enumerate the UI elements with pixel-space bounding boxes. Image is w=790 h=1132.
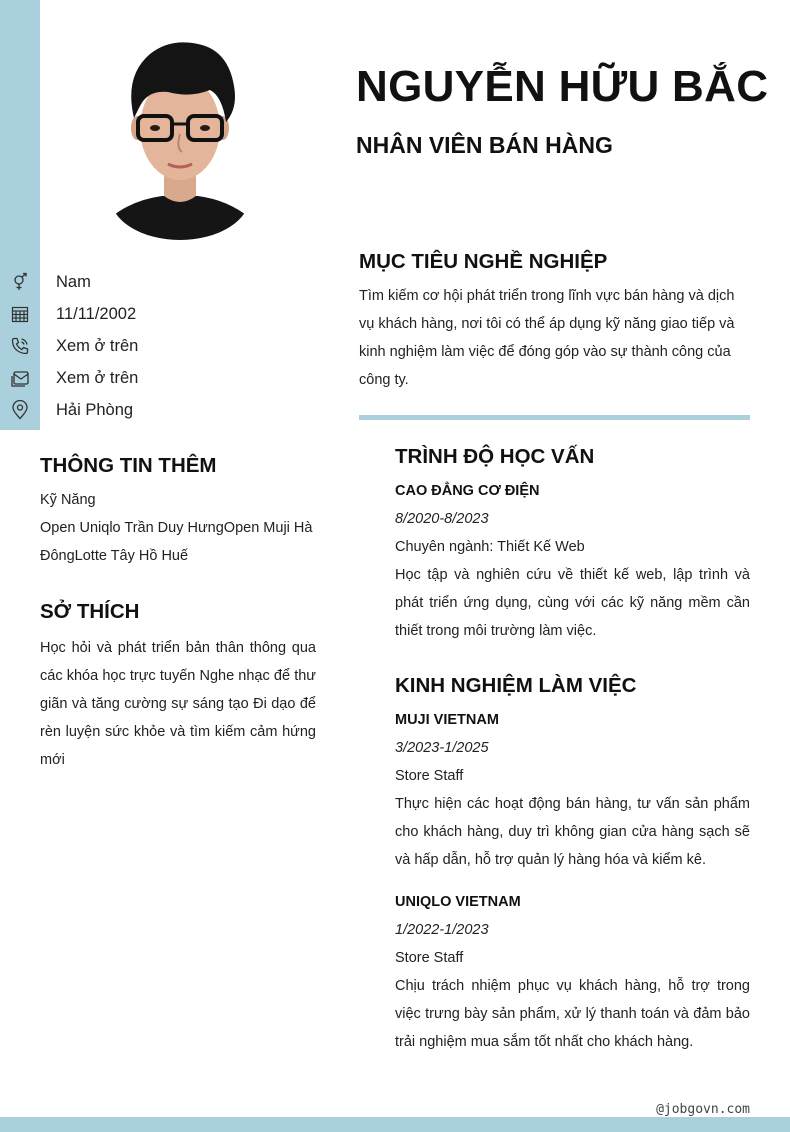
extra-info-heading: THÔNG TIN THÊM	[40, 454, 217, 477]
birthday-value: 11/11/2002	[56, 304, 137, 323]
extra-info-section	[40, 454, 316, 570]
career-objective-text: Tìm kiếm cơ hội phát triển trong lĩnh vực bán hàng và dịch vụ khách hàng, nơi tôi có thể áp dụng kỹ năng giao tiếp và kinh nghiệm làm việc để đóng góp vào sự thành công của công ty.	[359, 288, 735, 388]
job-entry	[395, 706, 750, 874]
career-objective-heading: MỤC TIÊU NGHỀ NGHIỆP	[359, 250, 608, 273]
hobbies-text: Học hỏi và phát triển bản thân thông qua các khóa học trực tuyến Nghe nhạc để thư giãn và tăng cường sự sáng tạo Đi dạo để rèn luyện sức khỏe và tìm kiếm cảm hứng mới	[40, 640, 316, 768]
job-position: Store Staff	[395, 768, 464, 784]
mail-icon	[0, 362, 40, 394]
company-name: MUJI VIETNAM	[395, 712, 499, 728]
location-icon	[0, 394, 40, 426]
job-period: 1/2022-1/2023	[395, 922, 489, 938]
watermark-link[interactable]: @jobgovn.com	[656, 1102, 750, 1117]
education-description: Học tập và nghiên cứu về thiết kế web, lập trình và phát triển ứng dụng, cùng với các kỹ năng mềm cần thiết trong môi trường làm việc.	[395, 567, 750, 639]
info-row-birthday	[0, 298, 330, 330]
education-section	[395, 445, 750, 645]
school-name: CAO ĐẲNG CƠ ĐIỆN	[395, 483, 540, 499]
info-row-phone	[0, 330, 330, 362]
education-heading: TRÌNH ĐỘ HỌC VẤN	[395, 445, 595, 468]
company-name: UNIQLO VIETNAM	[395, 894, 521, 910]
info-row-email	[0, 362, 330, 394]
job-position: Store Staff	[395, 950, 464, 966]
education-major: Chuyên ngành: Thiết Kế Web	[395, 539, 585, 555]
work-experience-heading: KINH NGHIỆM LÀM VIỆC	[395, 674, 637, 697]
personal-info-list	[0, 266, 330, 426]
calendar-icon	[0, 298, 40, 330]
avatar	[110, 36, 250, 240]
email-value: Xem ở trên	[56, 368, 139, 387]
footer-accent-bar	[0, 1117, 790, 1132]
career-objective-section	[359, 250, 750, 394]
hobbies-heading: SỞ THÍCH	[40, 600, 140, 623]
phone-value: Xem ở trên	[56, 336, 139, 355]
profile-photo	[110, 36, 250, 240]
info-row-gender	[0, 266, 330, 298]
skills-label: Kỹ Năng	[40, 492, 96, 508]
work-experience-section	[395, 674, 750, 1056]
hobbies-section	[40, 600, 316, 774]
job-description: Thực hiện các hoạt động bán hàng, tư vấn sản phẩm cho khách hàng, duy trì không gian cửa hàng sạch sẽ và hấp dẫn, hỗ trợ quản lý hàng hóa và kiểm kê.	[395, 796, 750, 868]
info-row-location	[0, 394, 330, 426]
gender-icon	[0, 266, 40, 298]
job-entry	[395, 888, 750, 1056]
gender-value: Nam	[56, 272, 91, 291]
location-value: Hải Phòng	[56, 400, 134, 419]
phone-icon	[0, 330, 40, 362]
extra-info-text: Open Uniqlo Trần Duy HưngOpen Muji Hà ĐôngLotte Tây Hồ Huế	[40, 520, 313, 564]
candidate-name: NGUYỄN HỮU BẮC	[356, 62, 769, 111]
job-period: 3/2023-1/2025	[395, 740, 489, 756]
job-description: Chịu trách nhiệm phục vụ khách hàng, hỗ trợ trong việc trưng bày sản phẩm, xử lý thanh toán và đảm bảo trải nghiệm mua sắm tốt nhất cho khách hàng.	[395, 978, 750, 1050]
education-period: 8/2020-8/2023	[395, 511, 489, 527]
section-divider	[359, 415, 750, 420]
job-title: NHÂN VIÊN BÁN HÀNG	[356, 132, 613, 158]
